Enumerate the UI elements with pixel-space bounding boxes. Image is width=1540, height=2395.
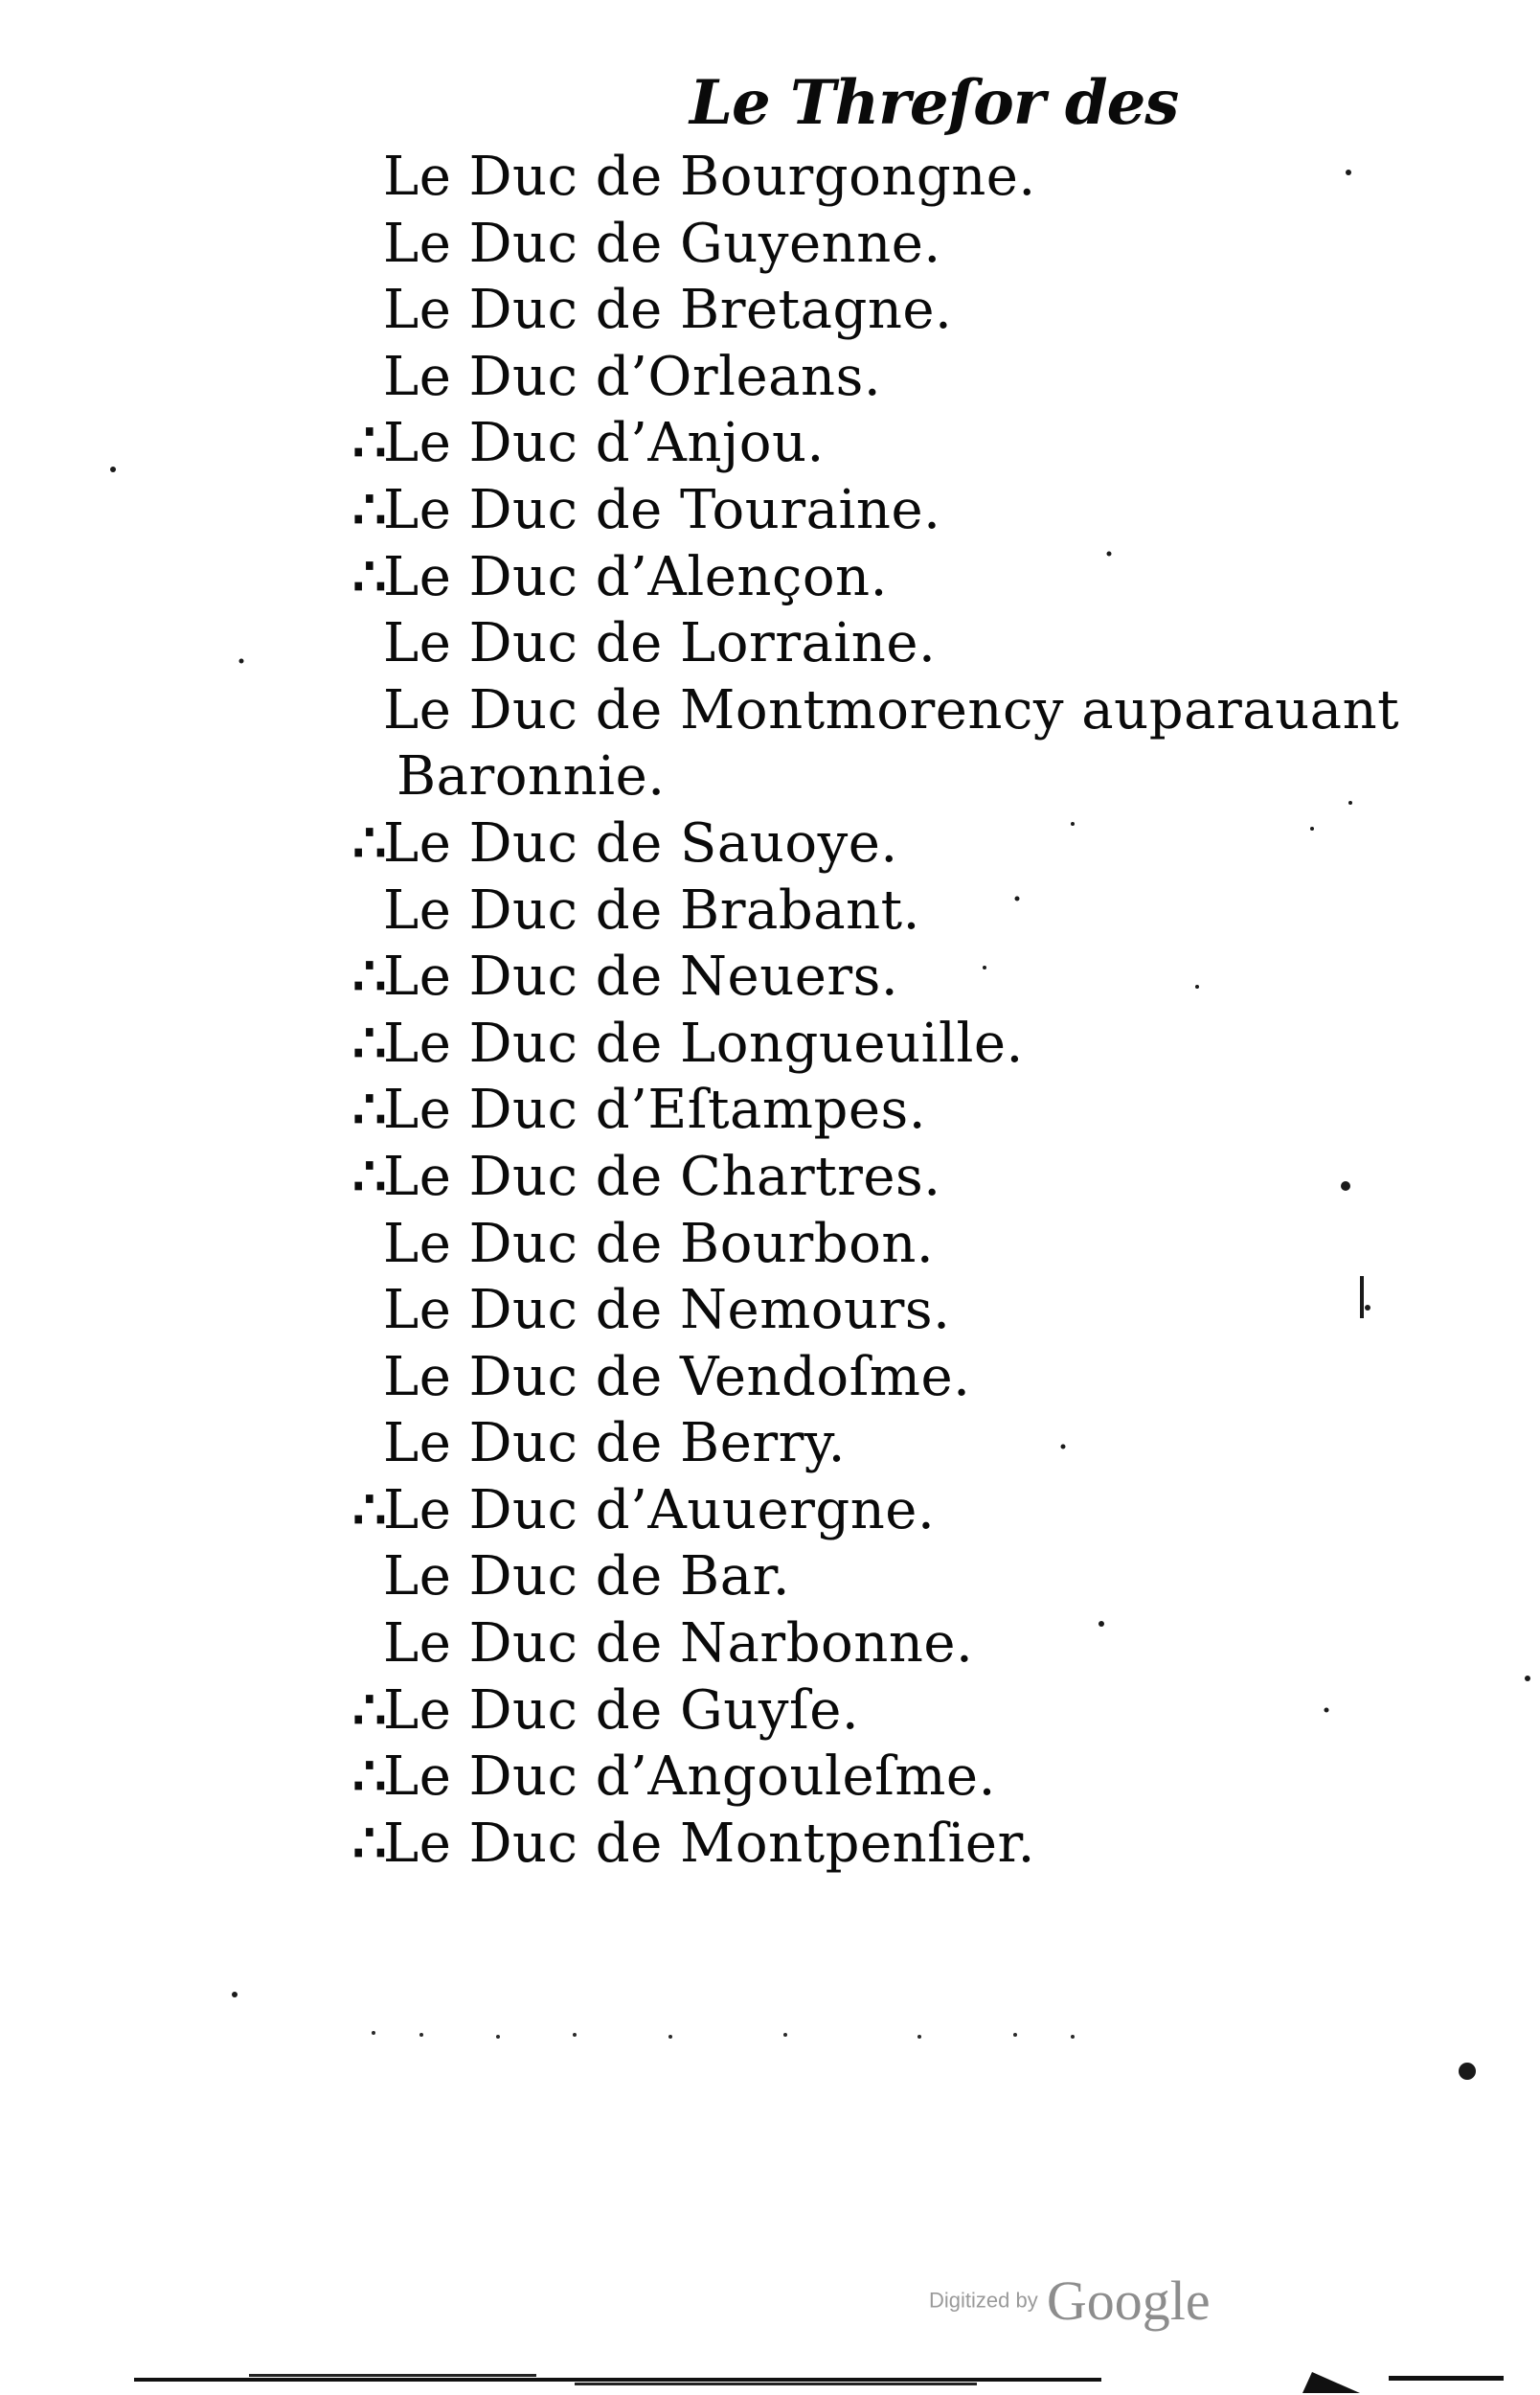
google-logo: Google [1046,2270,1211,2332]
entry-text: Le Duc de Longueuille. [383,1012,1024,1075]
entry-text: Le Duc de Sauoye. [383,811,898,875]
entry-text: Le Duc d’Auuergne. [383,1478,936,1541]
entry-text: Le Duc d’Alençon. [383,545,888,608]
entry-text: Le Duc de Bourbon. [383,1212,935,1275]
list-item [352,1011,1502,1078]
entry-text: Le Duc d’Anjou. [383,412,825,475]
list-item [352,1077,1502,1144]
list-item [352,743,1502,810]
running-head: Le Threſor des [690,67,1179,139]
list-item [352,944,1502,1011]
entry-text: Le Duc de Nemours. [383,1279,951,1342]
list-item [352,211,1502,278]
list-item [352,1477,1502,1544]
list-item [352,144,1502,211]
list-item [352,544,1502,611]
marginal-mark: ∴ [352,1677,388,1742]
list-item [352,1744,1502,1811]
entry-text: Le Duc de Neuers. [383,946,899,1009]
entry-text: Le Duc de Narbonne. [383,1612,974,1676]
entry-text: Le Duc de Chartres. [383,1145,941,1208]
entry-text: Le Duc de Bar. [383,1545,791,1608]
marginal-mark: ∴ [352,810,388,875]
marginal-mark: ∴ [352,1477,388,1541]
list-item [352,410,1502,477]
entry-text: Le Duc de Vendoſme. [383,1345,971,1408]
entry-text: Le Duc de Brabant. [383,878,920,942]
marginal-mark: ∴ [352,945,388,1009]
entry-text: Le Duc de Lorraine. [383,612,937,675]
entry-text: Le Duc d’Orleans. [383,345,882,408]
list-item [352,477,1502,544]
entry-text: Le Duc d’Eſtampes. [383,1079,927,1142]
marginal-mark: ∴ [352,1078,388,1142]
watermark-prefix: Digitized by [929,2288,1038,2313]
digitized-by-google-watermark [929,2269,1211,2333]
marginal-mark: ∴ [352,1745,388,1809]
list-item [352,1677,1502,1745]
list-item [352,1211,1502,1278]
entry-text: Baronnie. [396,745,666,809]
entry-text: Le Duc de Montmorency auparauant [383,678,1400,741]
entry-text: Le Duc de Bretagne. [383,279,953,342]
entry-text: Le Duc de Guyſe. [383,1678,860,1742]
list-item [352,1811,1502,1878]
entry-text: Le Duc de Touraine. [383,478,941,541]
list-item [352,1410,1502,1477]
entry-text: Le Duc de Montpenſier. [383,1812,1035,1875]
marginal-mark: ∴ [352,1811,388,1875]
marginal-mark: ∴ [352,1011,388,1075]
list-item [352,1543,1502,1610]
marginal-mark: ∴ [352,1144,388,1208]
list-item [352,344,1502,411]
list-item [352,1277,1502,1344]
marginal-mark: ∴ [352,477,388,541]
list-item [352,277,1502,344]
marginal-mark: ∴ [352,411,388,475]
list-item [352,810,1502,878]
list-item [352,1344,1502,1411]
list-item [352,610,1502,677]
entry-text: Le Duc de Guyenne. [383,212,941,275]
list-item [352,1144,1502,1211]
list-item [352,878,1502,945]
page-edge-shadow [0,2370,1540,2395]
duchy-list [352,144,1502,1877]
entry-text: Le Duc de Berry. [383,1412,846,1475]
entry-text: Le Duc d’Angouleſme. [383,1745,996,1809]
list-item [352,1610,1502,1677]
marginal-mark: ∴ [352,544,388,608]
list-item [352,677,1502,744]
entry-text: Le Duc de Bourgongne. [383,146,1036,208]
